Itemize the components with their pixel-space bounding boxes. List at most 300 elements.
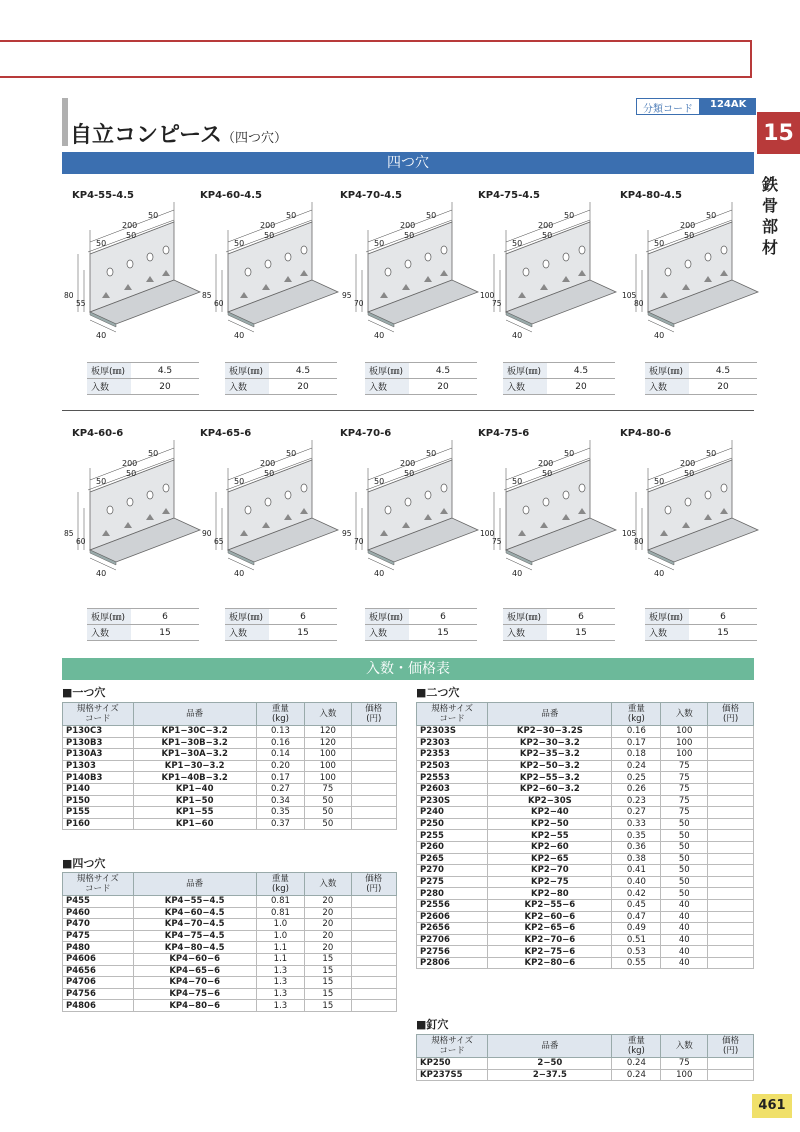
dim-total: 200	[680, 221, 696, 230]
table-cell: 40	[661, 923, 708, 935]
dim-left: 50	[234, 239, 245, 248]
product-code: KP4-75-6	[478, 428, 530, 439]
table-cell: P250	[417, 818, 488, 830]
table-cell: 20	[305, 896, 351, 908]
table-header-cell: 入数	[661, 703, 708, 726]
table-cell: 40	[661, 946, 708, 958]
dim-height-total: 105	[622, 529, 637, 538]
table-cell: KP4−60−4.5	[133, 907, 256, 919]
table-cell: 50	[661, 876, 708, 888]
table-cell: 75	[661, 795, 708, 807]
table-cell: P4656	[63, 965, 134, 977]
dim-mid: 50	[404, 469, 415, 478]
spec-thickness-value: 6	[547, 609, 615, 625]
page-number: 461	[752, 1094, 792, 1118]
spec-thickness-label: 板厚(㎜)	[87, 609, 131, 625]
spec-table	[87, 362, 199, 395]
dim-width: 40	[96, 331, 107, 340]
table-header-cell: 入数	[661, 1035, 708, 1058]
table-cell: KP2−80−6	[488, 957, 612, 969]
table-header-cell: 重量 (kg)	[256, 873, 304, 896]
table-row	[63, 942, 397, 954]
table-cell: 0.24	[612, 1058, 661, 1070]
table-cell: 0.26	[612, 783, 661, 795]
table-row	[63, 953, 397, 965]
table-cell: 0.18	[612, 749, 661, 761]
angle-bracket-drawing	[200, 440, 340, 580]
chapter-label-char: 骨	[762, 196, 779, 215]
table-cell: KP2−30−3.2S	[488, 726, 612, 738]
table-header-cell: 規格サイズ コード	[417, 703, 488, 726]
table-cell: 75	[661, 807, 708, 819]
price-cell	[708, 760, 754, 772]
table-header-cell: 価格 (円)	[708, 1035, 754, 1058]
table-cell: P4806	[63, 1000, 134, 1012]
table-row	[63, 737, 397, 749]
price-cell	[708, 783, 754, 795]
title-accent	[62, 98, 68, 146]
table-cell: 0.41	[612, 865, 661, 877]
spec-thickness-label: 板厚(㎜)	[87, 363, 131, 379]
table-cell: P2603	[417, 783, 488, 795]
spec-thickness-value: 4.5	[409, 363, 477, 379]
spec-table	[503, 608, 615, 641]
price-cell	[708, 865, 754, 877]
product-code: KP4-70-4.5	[340, 190, 402, 201]
spec-qty-value: 20	[409, 379, 477, 395]
table-cell: 0.16	[612, 726, 661, 738]
table-header-cell: 品番	[133, 703, 256, 726]
dim-width: 40	[96, 569, 107, 578]
table-header-cell: 重量 (kg)	[612, 1035, 661, 1058]
spec-qty-value: 20	[689, 379, 757, 395]
product-card	[340, 428, 480, 644]
table-row	[63, 977, 397, 989]
dim-height-hole: 65	[214, 537, 224, 546]
table-cell: KP2−55−6	[488, 899, 612, 911]
table-row	[63, 930, 397, 942]
price-cell	[351, 760, 396, 772]
table-cell: 40	[661, 911, 708, 923]
table-cell: 0.35	[256, 807, 304, 819]
price-cell	[351, 930, 396, 942]
table-cell: 15	[305, 977, 351, 989]
table-cell: 0.25	[612, 772, 661, 784]
spec-qty-label: 入数	[87, 625, 131, 641]
dim-width: 40	[654, 569, 665, 578]
table-cell: KP2−55−3.2	[488, 772, 612, 784]
price-cell	[351, 965, 396, 977]
product-code: KP4-55-4.5	[72, 190, 134, 201]
price-cell	[351, 919, 396, 931]
spec-qty-label: 入数	[225, 625, 269, 641]
table-header-cell: 価格 (円)	[351, 873, 396, 896]
page-title	[70, 118, 287, 149]
dim-height-total: 100	[480, 529, 495, 538]
table-header-cell: 価格 (円)	[351, 703, 396, 726]
price-cell	[708, 853, 754, 865]
spec-thickness-label: 板厚(㎜)	[365, 609, 409, 625]
table-cell: 50	[661, 818, 708, 830]
table-cell: P270	[417, 865, 488, 877]
dim-height-hole: 70	[354, 537, 364, 546]
dim-left: 50	[512, 477, 523, 486]
table-cell: P140B3	[63, 772, 134, 784]
price-table-one-hole	[62, 702, 397, 830]
product-card	[620, 190, 760, 398]
table-header-cell: 品番	[488, 703, 612, 726]
spec-qty-label: 入数	[87, 379, 131, 395]
spec-thickness-value: 4.5	[689, 363, 757, 379]
table-cell: KP1−40	[133, 783, 256, 795]
table-cell: 50	[661, 865, 708, 877]
table-cell: KP2−60−6	[488, 911, 612, 923]
table-cell: P455	[63, 896, 134, 908]
table-cell: KP2−50	[488, 818, 612, 830]
table-cell: 50	[305, 795, 351, 807]
table-cell: 0.17	[256, 772, 304, 784]
price-cell	[708, 737, 754, 749]
table-cell: KP2−75	[488, 876, 612, 888]
dim-total: 200	[400, 459, 416, 468]
angle-bracket-drawing	[340, 202, 480, 342]
spec-qty-value: 20	[269, 379, 337, 395]
table-cell: P2806	[417, 957, 488, 969]
price-cell	[708, 957, 754, 969]
table-header-cell: 品番	[488, 1035, 612, 1058]
spec-thickness-value: 6	[269, 609, 337, 625]
table-cell: P2556	[417, 899, 488, 911]
table-cell: KP1−50	[133, 795, 256, 807]
dim-width: 40	[234, 569, 245, 578]
table-cell: P2303	[417, 737, 488, 749]
category-code-label: 分類コード	[636, 98, 700, 115]
dim-left: 50	[234, 477, 245, 486]
product-code: KP4-75-4.5	[478, 190, 540, 201]
angle-bracket-drawing	[62, 440, 202, 580]
table-cell: 0.36	[612, 841, 661, 853]
product-code: KP4-65-6	[200, 428, 252, 439]
spec-thickness-value: 4.5	[131, 363, 199, 379]
table-row	[417, 726, 754, 738]
table-header	[417, 1035, 754, 1058]
table-cell: 0.35	[612, 830, 661, 842]
table-cell: KP4−55−4.5	[133, 896, 256, 908]
product-card	[478, 428, 618, 644]
table-cell: KP4−80−4.5	[133, 942, 256, 954]
angle-bracket-drawing	[478, 202, 618, 342]
spec-qty-value: 15	[689, 625, 757, 641]
table-cell: P4606	[63, 953, 134, 965]
table-cell: 1.3	[256, 977, 304, 989]
table-cell: P2606	[417, 911, 488, 923]
table-cell: KP2−40	[488, 807, 612, 819]
spec-table	[225, 362, 337, 395]
table-cell: P230S	[417, 795, 488, 807]
dim-height-hole: 80	[634, 537, 644, 546]
table-cell: 100	[305, 772, 351, 784]
table-cell: 75	[305, 783, 351, 795]
product-card	[478, 190, 618, 398]
table-cell: P2353	[417, 749, 488, 761]
table-cell: KP2−55	[488, 830, 612, 842]
section-band-holes: 四つ穴	[62, 152, 754, 174]
table-row	[417, 749, 754, 761]
dim-left: 50	[96, 477, 107, 486]
dim-width: 40	[654, 331, 665, 340]
table-row	[63, 760, 397, 772]
table-cell: KP2−65	[488, 853, 612, 865]
spec-qty-label: 入数	[365, 625, 409, 641]
price-cell	[351, 807, 396, 819]
table-cell: 0.49	[612, 923, 661, 935]
spec-thickness-value: 4.5	[547, 363, 615, 379]
table-header-cell: 規格サイズ コード	[417, 1035, 488, 1058]
dim-height-hole: 60	[76, 537, 86, 546]
table-cell: KP2−60−3.2	[488, 783, 612, 795]
dim-total: 200	[122, 459, 138, 468]
table-row	[417, 957, 754, 969]
table-cell: 100	[305, 749, 351, 761]
table-cell: 0.23	[612, 795, 661, 807]
table-cell: 0.17	[612, 737, 661, 749]
table-cell: 1.1	[256, 953, 304, 965]
table-header-cell: 重量 (kg)	[612, 703, 661, 726]
dim-height-total: 85	[64, 529, 74, 538]
price-cell	[708, 923, 754, 935]
product-code: KP4-60-6	[72, 428, 124, 439]
table-cell: KP2−30−3.2	[488, 737, 612, 749]
price-cell	[708, 807, 754, 819]
table-cell: 20	[305, 919, 351, 931]
price-cell	[351, 818, 396, 830]
table-row	[417, 737, 754, 749]
table-cell: 100	[661, 737, 708, 749]
table-cell: P2503	[417, 760, 488, 772]
table-header-cell: 重量 (kg)	[256, 703, 304, 726]
table-cell: P1303	[63, 760, 134, 772]
spec-table	[225, 608, 337, 641]
table-cell: 75	[661, 783, 708, 795]
dim-top: 50	[286, 211, 297, 220]
price-cell	[351, 896, 396, 908]
dim-height-total: 95	[342, 291, 352, 300]
price-cell	[708, 911, 754, 923]
price-cell	[708, 830, 754, 842]
table-cell: 0.24	[612, 760, 661, 772]
spec-table	[645, 608, 757, 641]
spec-thickness-label: 板厚(㎜)	[503, 363, 547, 379]
chapter-label	[762, 174, 782, 258]
chapter-label-char: 部	[762, 217, 779, 236]
product-card	[200, 190, 340, 398]
product-card	[62, 428, 202, 644]
divider	[62, 410, 754, 411]
price-cell	[708, 795, 754, 807]
table-row	[417, 818, 754, 830]
table-cell: 15	[305, 988, 351, 1000]
table-row	[63, 807, 397, 819]
dim-width: 40	[234, 331, 245, 340]
dim-width: 40	[512, 569, 523, 578]
spec-qty-label: 入数	[645, 379, 689, 395]
table-cell: 0.81	[256, 896, 304, 908]
price-cell	[708, 772, 754, 784]
dim-mid: 50	[542, 469, 553, 478]
table-cell: 15	[305, 965, 351, 977]
table-row	[417, 1058, 754, 1070]
table-cell: 1.0	[256, 930, 304, 942]
table-cell: 0.55	[612, 957, 661, 969]
table-row	[63, 1000, 397, 1012]
table-cell: KP2−65−6	[488, 923, 612, 935]
table-cell: 50	[661, 853, 708, 865]
dim-top: 50	[564, 211, 575, 220]
price-cell	[351, 783, 396, 795]
table-row	[63, 726, 397, 738]
table-cell: 20	[305, 930, 351, 942]
table-cell: KP1−40B−3.2	[133, 772, 256, 784]
table-cell: P2756	[417, 946, 488, 958]
table-row	[417, 772, 754, 784]
table-cell: 0.81	[256, 907, 304, 919]
table-row	[417, 923, 754, 935]
section-title-nail-hole: ■釘穴	[416, 1018, 449, 1031]
table-row	[417, 830, 754, 842]
price-cell	[351, 1000, 396, 1012]
dim-height-total: 90	[202, 529, 212, 538]
product-code: KP4-60-4.5	[200, 190, 262, 201]
table-header	[417, 703, 754, 726]
table-cell: P2656	[417, 923, 488, 935]
dim-mid: 50	[404, 231, 415, 240]
table-cell: P4756	[63, 988, 134, 1000]
dim-top: 50	[286, 449, 297, 458]
table-header-cell: 価格 (円)	[708, 703, 754, 726]
price-cell	[351, 942, 396, 954]
table-cell: 2−50	[488, 1058, 612, 1070]
table-cell: P2553	[417, 772, 488, 784]
dim-top: 50	[426, 211, 437, 220]
price-cell	[708, 876, 754, 888]
table-cell: P140	[63, 783, 134, 795]
dim-mid: 50	[684, 469, 695, 478]
price-cell	[351, 907, 396, 919]
category-code	[636, 98, 756, 115]
table-cell: P470	[63, 919, 134, 931]
table-cell: 1.1	[256, 942, 304, 954]
dim-height-hole: 80	[634, 299, 644, 308]
table-cell: 50	[305, 818, 351, 830]
dim-total: 200	[538, 459, 554, 468]
table-cell: 20	[305, 942, 351, 954]
table-cell: KP1−30A−3.2	[133, 749, 256, 761]
table-cell: 50	[661, 888, 708, 900]
dim-left: 50	[512, 239, 523, 248]
spec-qty-value: 15	[131, 625, 199, 641]
dim-height-total: 85	[202, 291, 212, 300]
dim-width: 40	[512, 331, 523, 340]
table-cell: 15	[305, 953, 351, 965]
spec-qty-value: 20	[131, 379, 199, 395]
table-cell: P260	[417, 841, 488, 853]
dim-total: 200	[680, 459, 696, 468]
table-cell: KP1−55	[133, 807, 256, 819]
spec-table	[365, 362, 477, 395]
table-cell: P2706	[417, 934, 488, 946]
table-cell: KP2−70−6	[488, 934, 612, 946]
table-row	[63, 749, 397, 761]
price-cell	[708, 888, 754, 900]
table-row	[417, 1069, 754, 1081]
table-cell: 0.13	[256, 726, 304, 738]
table-cell: 0.42	[612, 888, 661, 900]
table-cell: 2−37.5	[488, 1069, 612, 1081]
table-cell: 0.47	[612, 911, 661, 923]
spec-table	[87, 608, 199, 641]
dim-top: 50	[148, 211, 159, 220]
price-cell	[708, 841, 754, 853]
table-cell: 0.45	[612, 899, 661, 911]
table-cell: 0.16	[256, 737, 304, 749]
table-row	[63, 818, 397, 830]
dim-total: 200	[260, 221, 276, 230]
spec-table	[503, 362, 615, 395]
table-cell: P240	[417, 807, 488, 819]
price-cell	[708, 899, 754, 911]
table-cell: P130A3	[63, 749, 134, 761]
dim-height-hole: 75	[492, 537, 502, 546]
dim-mid: 50	[126, 231, 137, 240]
category-code-value: 124AK	[700, 98, 756, 115]
table-cell: 0.20	[256, 760, 304, 772]
table-header	[63, 873, 397, 896]
table-header-cell: 規格サイズ コード	[63, 703, 134, 726]
table-cell: 0.37	[256, 818, 304, 830]
product-card	[620, 428, 760, 644]
table-row	[417, 841, 754, 853]
angle-bracket-drawing	[340, 440, 480, 580]
table-cell: KP4−75−4.5	[133, 930, 256, 942]
table-row	[417, 888, 754, 900]
table-row	[417, 853, 754, 865]
table-cell: 0.27	[612, 807, 661, 819]
dim-total: 200	[538, 221, 554, 230]
spec-qty-label: 入数	[503, 625, 547, 641]
dim-top: 50	[706, 449, 717, 458]
table-cell: KP1−30−3.2	[133, 760, 256, 772]
price-cell	[708, 818, 754, 830]
table-cell: 0.51	[612, 934, 661, 946]
dim-height-hole: 70	[354, 299, 364, 308]
dim-width: 40	[374, 331, 385, 340]
table-cell: P265	[417, 853, 488, 865]
price-cell	[351, 977, 396, 989]
table-row	[417, 795, 754, 807]
table-cell: P130B3	[63, 737, 134, 749]
table-cell: 100	[305, 760, 351, 772]
table-cell: 50	[661, 830, 708, 842]
price-cell	[351, 953, 396, 965]
table-cell: P275	[417, 876, 488, 888]
table-cell: 0.38	[612, 853, 661, 865]
angle-bracket-drawing	[62, 202, 202, 342]
table-cell: KP4−70−6	[133, 977, 256, 989]
table-cell: KP4−80−6	[133, 1000, 256, 1012]
table-row	[417, 783, 754, 795]
table-cell: 1.0	[256, 919, 304, 931]
table-cell: P2303S	[417, 726, 488, 738]
